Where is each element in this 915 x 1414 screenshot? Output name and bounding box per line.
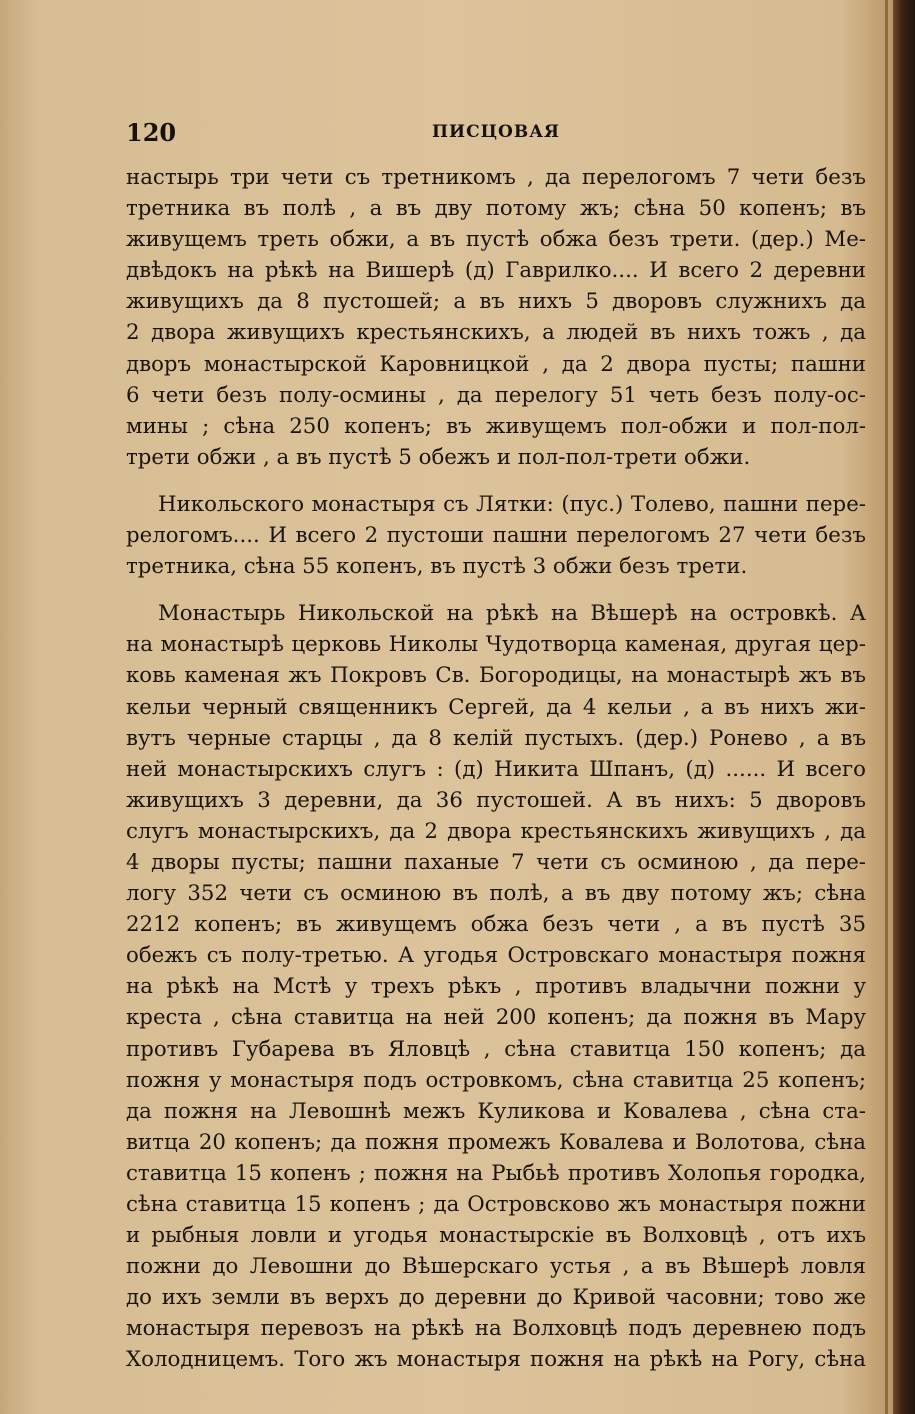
text-line: вутъ черные старцы , да 8 келій пустыхъ. (дер.) Ронево , а въ: [126, 725, 866, 751]
text-line: живущемъ треть обжи, а въ пустѣ обжа безъ трети. (дер.) Ме-: [126, 227, 866, 253]
text-line: третника въ полѣ , а въ дву потому жъ; сѣна 50 копенъ; въ: [126, 196, 866, 222]
body-text: [126, 162, 866, 1376]
text-line: настырь три чети съ третникомъ , да перелогомъ 7 чети безъ: [126, 165, 866, 190]
text-line: Монастырь Никольской на рѣкѣ на Вѣшерѣ на островкѣ. А: [158, 601, 866, 627]
text-line: 4 дворы пусты; пашни паханые 7 чети съ осминою , да пере-: [126, 849, 866, 875]
text-line: третника, сѣна 55 копенъ, въ пустѣ 3 обжи безъ трети.: [126, 554, 748, 580]
text-line: витца 20 копенъ; да пожня промежъ Ковалева и Волотова, сѣна: [126, 1129, 866, 1155]
text-line: и рыбныя ловли и угодья монастырскіе въ Волховцѣ , отъ ихъ: [126, 1223, 866, 1249]
text-line: релогомъ.... И всего 2 пустоши пашни перелогомъ 27 чети безъ: [126, 523, 866, 549]
text-line: пожня у монастыря подъ островкомъ, сѣна ставитца 25 копенъ;: [126, 1067, 866, 1093]
running-title: ПИСЦОВАЯ: [431, 122, 561, 142]
text-line: ней монастырскихъ слугъ : (д) Никита Шпанъ, (д) ...... И всего: [126, 756, 866, 782]
text-line: слугъ монастырскихъ, да 2 двора крестьянскихъ живущихъ , да: [126, 818, 866, 844]
text-line: сѣна ставитца 15 копенъ ; да Островсково жъ монастыря пожни: [126, 1192, 866, 1217]
page-header: [126, 118, 866, 148]
text-line: 2 двора живущихъ крестьянскихъ, а людей въ нихъ тожъ , да: [126, 320, 866, 346]
text-line: ставитца 15 копенъ ; пожня на Рыбьѣ противъ Холопья городка,: [126, 1160, 866, 1186]
text-line: монастыря перевозъ на рѣкѣ на Волховцѣ подъ деревнею подъ: [126, 1316, 866, 1342]
text-line: креста , сѣна ставитца на ней 200 копенъ; да пожня въ Мару: [126, 1005, 866, 1031]
text-line: до ихъ земли въ верхъ до деревни до Кривой часовни; тово же: [126, 1285, 866, 1311]
text-line: 2212 копенъ; въ живущемъ обжа безъ чети , а въ пустѣ 35: [126, 912, 866, 938]
text-line: Холодницемъ. Того жъ монастыря пожня на рѣкѣ на Рогу, сѣна: [126, 1347, 866, 1373]
text-line: живущихъ да 8 пустошей; а въ нихъ 5 дворовъ служнихъ да: [126, 289, 866, 315]
text-line: обежъ съ полу-третью. А угодья Островскаго монастыря пожня: [126, 943, 866, 969]
text-line: кельи черный священникъ Сергей, да 4 кельи , а въ нихъ жи-: [126, 694, 866, 720]
text-line: да пожня на Левошнѣ межъ Куликова и Ковалева , сѣна ста-: [126, 1098, 866, 1124]
text-line: ковь каменая жъ Покровъ Св. Богородицы, на монастырѣ жъ въ: [126, 663, 866, 689]
text-line: логу 352 чети съ осминою въ полѣ, а въ дву потому жъ; сѣна: [126, 881, 866, 907]
paragraph-2: [126, 489, 866, 582]
text-line: 6 чети безъ полу-осмины , да перелогу 51 четь безъ полу-ос-: [126, 382, 866, 408]
page-edge-shadow: [885, 0, 888, 1414]
book-gutter: [893, 0, 915, 1414]
text-line: на монастырѣ церковь Николы Чудотворца каменая, другая цер-: [126, 632, 866, 658]
text-line: дворъ монастырской Каровницкой , да 2 двора пусты; пашни: [126, 351, 866, 377]
text-line: Никольского монастыря съ Лятки: (пус.) Толево, пашни пере-: [158, 491, 866, 517]
text-line: на рѣкѣ на Мстѣ у трехъ рѣкъ , противъ владычни пожни у: [126, 974, 866, 1000]
text-line: мины ; сѣна 250 копенъ; въ живущемъ пол-обжи и пол-пол-: [126, 413, 866, 439]
text-line: противъ Губарева въ Яловцѣ , сѣна ставитца 150 копенъ; да: [126, 1036, 866, 1062]
text-line: двѣдокъ на рѣкѣ на Вишерѣ (д) Гаврилко.... И всего 2 деревни: [126, 258, 866, 284]
text-line: трети обжи , а въ пустѣ 5 обежъ и пол-пол-трети обжи.: [126, 444, 751, 470]
text-line: пожни до Левошни до Вѣшерскаго устья , а въ Вѣшерѣ ловля: [126, 1254, 866, 1280]
paragraph-1: [126, 162, 866, 473]
text-line: живущихъ 3 деревни, да 36 пустошей. А въ нихъ: 5 дворовъ: [126, 787, 866, 813]
page-number: 120: [126, 118, 177, 147]
paragraph-3: [126, 598, 866, 1375]
